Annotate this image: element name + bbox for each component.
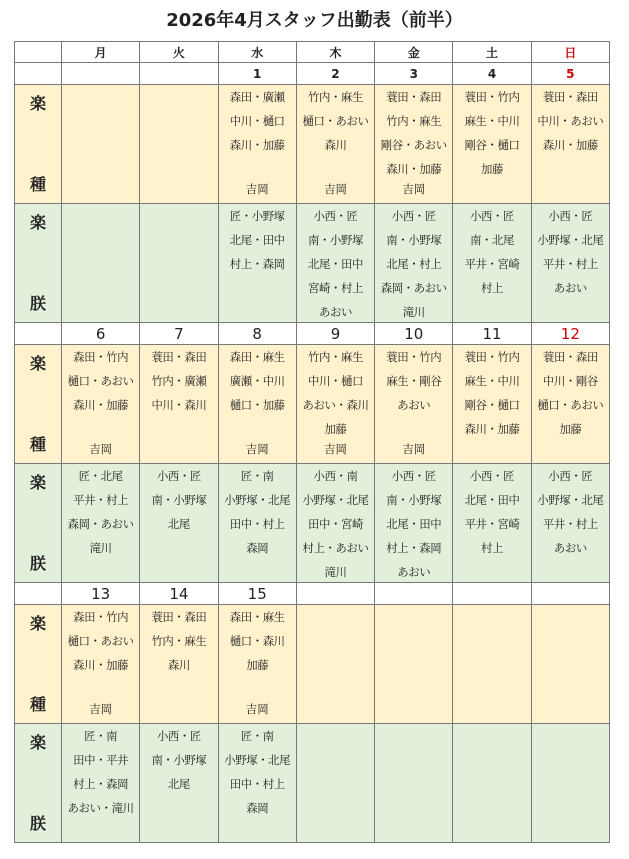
staff-names: あおい <box>397 398 431 412</box>
shift-cell <box>296 464 374 583</box>
staff-names: 小野塚・北尾 <box>224 493 291 507</box>
staff-names: 匠・南 <box>84 729 118 743</box>
staff-names: 北尾・村上 <box>386 257 442 271</box>
staff-names: 廣瀬・中川 <box>229 374 285 388</box>
staff-names: 中川・剛谷 <box>542 374 598 388</box>
staff-names: 樋口・あおい <box>302 114 369 128</box>
date-cell: 6 <box>62 323 140 345</box>
weekday-6: 日 <box>531 42 609 63</box>
staff-names: 南・北尾 <box>470 233 515 247</box>
staff-names: 森川・加藤 <box>464 422 520 436</box>
label-bottom: 朕 <box>29 294 46 313</box>
staff-names: 北尾 <box>167 777 190 791</box>
staff-names: 森田・麻生 <box>229 610 285 624</box>
shift-cell <box>531 605 609 724</box>
date-cell: 7 <box>140 323 218 345</box>
label-bottom: 種 <box>29 435 46 454</box>
date-label-cell <box>15 323 62 345</box>
staff-names: 小野塚・北尾 <box>224 753 291 767</box>
staff-names: 小野塚・北尾 <box>302 493 369 507</box>
shift-cell <box>140 605 218 724</box>
staff-names: 北尾・田中 <box>386 517 442 531</box>
weekday-header-row <box>15 42 610 63</box>
staff-names: 小西・匠 <box>548 209 593 223</box>
staff-names: 中川・森川 <box>151 398 207 412</box>
label-bottom: 種 <box>29 695 46 714</box>
shift-cell <box>531 464 609 583</box>
staff-names: 剛谷・樋口 <box>464 138 520 152</box>
shift-cell <box>453 85 531 204</box>
staff-names: 森川・加藤 <box>542 138 598 152</box>
staff-names: 小西・匠 <box>391 469 436 483</box>
staff-names: 匠・北尾 <box>78 469 123 483</box>
staff-names-bottom: 吉岡 <box>402 442 426 456</box>
staff-names: 樋口・加藤 <box>229 398 285 412</box>
shift-cell <box>453 345 531 464</box>
date-cell: 1 <box>218 63 296 85</box>
date-cell: 4 <box>453 63 531 85</box>
staff-names: 樋口・あおい <box>67 634 134 648</box>
section-row-a <box>15 85 610 204</box>
staff-names: 森田・麻生 <box>229 350 285 364</box>
shift-cell <box>453 605 531 724</box>
staff-names: 北尾 <box>167 517 190 531</box>
staff-names: あおい <box>553 541 587 555</box>
staff-names: 森川・加藤 <box>73 658 129 672</box>
date-cell: 11 <box>453 323 531 345</box>
date-row <box>15 63 610 85</box>
staff-names: 森岡 <box>246 801 269 815</box>
staff-names: 平井・村上 <box>73 493 129 507</box>
weekday-3: 木 <box>296 42 374 63</box>
shift-cell <box>296 204 374 323</box>
staff-names: 蓑田・竹内 <box>464 350 520 364</box>
weekday-0: 月 <box>62 42 140 63</box>
date-cell: 15 <box>218 583 296 605</box>
shift-cell <box>296 724 374 843</box>
staff-names: 匠・南 <box>240 469 274 483</box>
staff-names: 北尾・田中 <box>229 233 285 247</box>
section-label <box>15 464 62 583</box>
staff-names: 竹内・麻生 <box>308 90 363 104</box>
shift-cell <box>62 464 140 583</box>
shift-cell <box>375 345 453 464</box>
date-row <box>15 583 610 605</box>
staff-names: 平井・宮崎 <box>464 517 520 531</box>
page-title: 2026年4月スタッフ出勤表（前半） <box>166 10 463 31</box>
schedule-table <box>14 41 610 843</box>
staff-names: 田中・村上 <box>229 777 285 791</box>
staff-names: 麻生・中川 <box>464 114 520 128</box>
staff-names: 樋口・森川 <box>229 634 285 648</box>
date-cell <box>140 63 218 85</box>
staff-names: 剛谷・樋口 <box>464 398 520 412</box>
shift-cell <box>62 85 140 204</box>
staff-names: 村上 <box>481 541 504 555</box>
shift-cell <box>62 345 140 464</box>
staff-names: 森川・加藤 <box>229 138 285 152</box>
label-top: 楽 <box>29 473 46 492</box>
staff-names: 麻生・剛谷 <box>386 374 442 388</box>
staff-names: 小西・匠 <box>313 209 358 223</box>
shift-cell <box>296 85 374 204</box>
section-row-b <box>15 204 610 323</box>
staff-names: 小西・匠 <box>391 209 436 223</box>
shift-cell <box>296 605 374 724</box>
date-cell <box>296 583 374 605</box>
staff-names: あおい・森川 <box>302 398 369 412</box>
staff-names: 蓑田・森田 <box>542 90 598 104</box>
shift-cell <box>218 345 296 464</box>
date-cell: 12 <box>531 323 609 345</box>
staff-names: 加藤 <box>559 422 582 436</box>
shift-cell <box>218 605 296 724</box>
staff-names: 森川 <box>167 658 190 672</box>
section-label <box>15 85 62 204</box>
shift-cell <box>531 204 609 323</box>
staff-names: 森岡・あおい <box>380 281 447 295</box>
staff-names: 剛谷・あおい <box>380 138 447 152</box>
staff-names: 樋口・あおい <box>67 374 134 388</box>
label-top: 楽 <box>29 354 46 373</box>
staff-names-bottom: 吉岡 <box>245 702 269 716</box>
staff-names: あおい <box>397 565 431 579</box>
shift-cell <box>62 204 140 323</box>
shift-cell <box>218 464 296 583</box>
date-cell <box>62 63 140 85</box>
shift-cell <box>140 345 218 464</box>
shift-cell <box>296 345 374 464</box>
shift-cell <box>62 605 140 724</box>
date-label-cell <box>15 583 62 605</box>
staff-names: 森田・竹内 <box>73 610 129 624</box>
weekday-1: 火 <box>140 42 218 63</box>
corner-cell <box>15 42 62 63</box>
staff-names: 南・小野塚 <box>151 753 207 767</box>
staff-names: あおい <box>553 281 587 295</box>
staff-names: 竹内・麻生 <box>386 114 442 128</box>
date-cell: 13 <box>62 583 140 605</box>
staff-names-bottom: 吉岡 <box>89 442 113 456</box>
staff-names: 加藤 <box>324 422 347 436</box>
section-label <box>15 724 62 843</box>
staff-names: 加藤 <box>481 162 504 176</box>
staff-names: 竹内・廣瀬 <box>151 374 207 388</box>
staff-names: 南・小野塚 <box>386 493 442 507</box>
staff-names: 平井・宮崎 <box>464 257 520 271</box>
shift-cell <box>140 85 218 204</box>
staff-names: 森田・竹内 <box>73 350 129 364</box>
staff-names: 平井・村上 <box>542 257 598 271</box>
weekday-2: 水 <box>218 42 296 63</box>
date-label-cell <box>15 63 62 85</box>
staff-names-bottom: 吉岡 <box>245 442 269 456</box>
staff-names: 小西・南 <box>313 469 358 483</box>
staff-names: 田中・平井 <box>73 753 129 767</box>
date-row <box>15 323 610 345</box>
section-label <box>15 204 62 323</box>
shift-cell <box>375 724 453 843</box>
label-bottom: 朕 <box>29 554 46 573</box>
staff-names: 滝川 <box>324 565 347 579</box>
staff-names: 宮崎・村上 <box>308 281 363 295</box>
staff-names: 森川・加藤 <box>386 162 442 176</box>
staff-names: 蓑田・森田 <box>151 350 207 364</box>
staff-names: 南・小野塚 <box>151 493 207 507</box>
date-cell <box>375 583 453 605</box>
weekday-4: 金 <box>375 42 453 63</box>
staff-names: 樋口・あおい <box>537 398 604 412</box>
staff-names: 蓑田・竹内 <box>386 350 442 364</box>
staff-names: 蓑田・森田 <box>151 610 207 624</box>
staff-names-bottom: 吉岡 <box>245 182 269 196</box>
label-top: 楽 <box>29 213 46 232</box>
date-cell: 10 <box>375 323 453 345</box>
staff-names: 竹内・麻生 <box>308 350 363 364</box>
section-row-a <box>15 605 610 724</box>
staff-names: 平井・村上 <box>542 517 598 531</box>
section-label <box>15 345 62 464</box>
staff-names: 中川・樋口 <box>229 114 285 128</box>
date-cell: 2 <box>296 63 374 85</box>
staff-names: 匠・小野塚 <box>229 209 285 223</box>
staff-names: 小西・匠 <box>156 469 201 483</box>
shift-cell <box>218 204 296 323</box>
staff-names: 小西・匠 <box>156 729 201 743</box>
shift-cell <box>453 724 531 843</box>
section-row-a <box>15 345 610 464</box>
shift-cell <box>375 204 453 323</box>
staff-names: 村上・森岡 <box>73 777 129 791</box>
staff-names: 小西・匠 <box>548 469 593 483</box>
staff-names: 森川 <box>324 138 347 152</box>
staff-names-bottom: 吉岡 <box>402 182 426 196</box>
staff-names: 村上・森岡 <box>229 257 285 271</box>
date-cell <box>453 583 531 605</box>
label-top: 楽 <box>29 733 46 752</box>
staff-names: 森田・廣瀬 <box>229 90 285 104</box>
shift-cell <box>218 85 296 204</box>
shift-cell <box>140 204 218 323</box>
shift-cell <box>140 724 218 843</box>
staff-names: 村上・森岡 <box>386 541 442 555</box>
staff-names: 蓑田・竹内 <box>464 90 520 104</box>
label-bottom: 種 <box>29 175 46 194</box>
staff-names: 村上・あおい <box>302 541 369 555</box>
staff-names: 蓑田・森田 <box>542 350 598 364</box>
staff-names: 森川・加藤 <box>73 398 129 412</box>
staff-names-bottom: 吉岡 <box>324 442 347 456</box>
staff-names: 蓑田・森田 <box>386 90 442 104</box>
staff-names: 麻生・中川 <box>464 374 520 388</box>
label-bottom: 朕 <box>29 814 46 833</box>
date-cell: 5 <box>531 63 609 85</box>
staff-names: 北尾・田中 <box>464 493 520 507</box>
section-row-b <box>15 464 610 583</box>
date-cell: 9 <box>296 323 374 345</box>
date-cell: 14 <box>140 583 218 605</box>
shift-cell <box>140 464 218 583</box>
staff-names: 田中・村上 <box>229 517 285 531</box>
staff-names: 森岡・あおい <box>67 517 134 531</box>
shift-cell <box>375 605 453 724</box>
staff-names: 中川・あおい <box>537 114 604 128</box>
shift-cell <box>531 724 609 843</box>
date-cell: 3 <box>375 63 453 85</box>
section-label <box>15 605 62 724</box>
staff-names: 小野塚・北尾 <box>537 233 604 247</box>
shift-cell <box>375 464 453 583</box>
shift-cell <box>62 724 140 843</box>
staff-names: 森岡 <box>246 541 269 555</box>
label-top: 楽 <box>29 94 46 113</box>
weekday-5: 土 <box>453 42 531 63</box>
staff-names: 加藤 <box>246 658 269 672</box>
staff-names: 田中・宮崎 <box>308 517 363 531</box>
staff-names: 中川・樋口 <box>308 374 363 388</box>
staff-names: 匠・南 <box>240 729 274 743</box>
shift-cell <box>453 204 531 323</box>
staff-names: 小野塚・北尾 <box>537 493 604 507</box>
label-top: 楽 <box>29 614 46 633</box>
staff-names-bottom: 吉岡 <box>89 702 113 716</box>
staff-names: 小西・匠 <box>470 469 515 483</box>
staff-names: 北尾・田中 <box>308 257 363 271</box>
staff-names: 小西・匠 <box>470 209 515 223</box>
staff-names: 南・小野塚 <box>386 233 442 247</box>
staff-names: 南・小野塚 <box>308 233 363 247</box>
staff-names: あおい・滝川 <box>67 801 134 815</box>
shift-cell <box>218 724 296 843</box>
date-cell <box>531 583 609 605</box>
date-cell: 8 <box>218 323 296 345</box>
staff-names: 竹内・麻生 <box>151 634 207 648</box>
shift-cell <box>531 85 609 204</box>
staff-names: 滝川 <box>89 541 112 555</box>
staff-names-bottom: 吉岡 <box>324 182 347 196</box>
staff-names: 滝川 <box>402 305 425 319</box>
staff-names: あおい <box>318 305 352 319</box>
shift-cell <box>531 345 609 464</box>
shift-cell <box>453 464 531 583</box>
staff-names: 村上 <box>481 281 504 295</box>
section-row-b <box>15 724 610 843</box>
shift-cell <box>375 85 453 204</box>
